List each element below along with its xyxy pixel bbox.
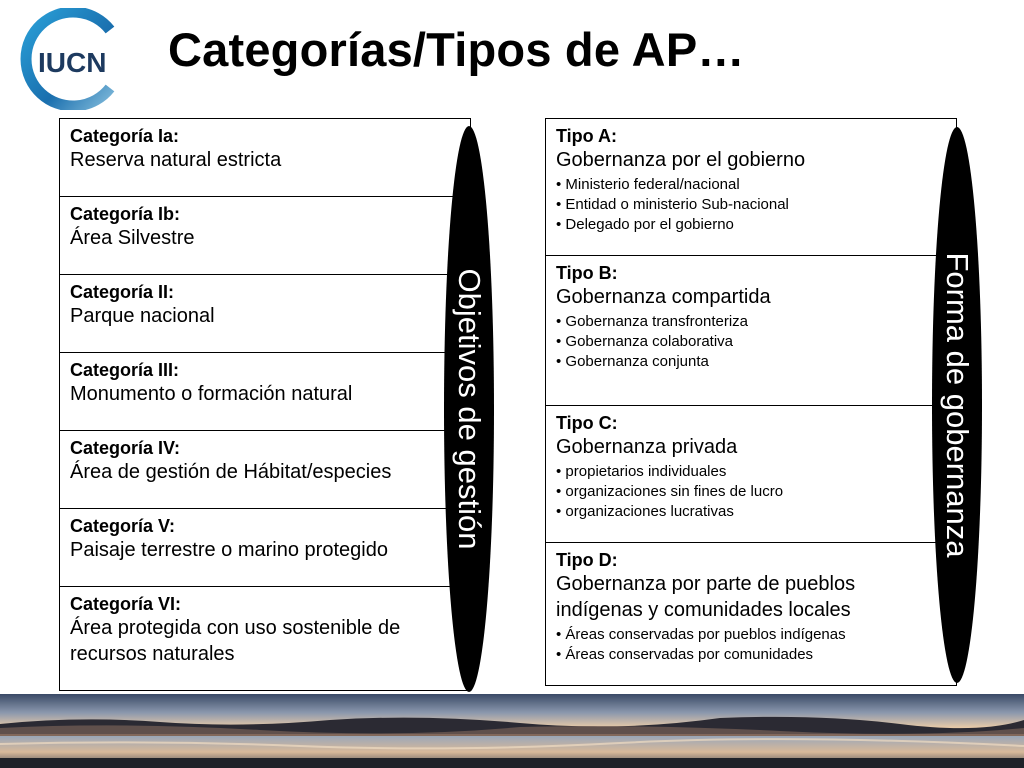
iucn-logo-mark	[14, 8, 124, 110]
list-item: • Áreas conservadas por comunidades	[556, 645, 904, 665]
management-objectives-pill	[444, 126, 494, 692]
category-desc: Paisaje terrestre o marino protegido	[70, 539, 388, 561]
governance-form-label: Forma de gobernanza	[940, 252, 975, 558]
category-desc: Área protegida con uso sostenible de recursos naturales	[70, 617, 401, 665]
governance-desc: Gobernanza por parte de pueblos indígenas y comunidades locales	[556, 573, 856, 621]
category-head: Categoría IV:	[70, 438, 181, 458]
list-item: • organizaciones lucrativas	[556, 502, 946, 522]
category-row	[60, 353, 470, 431]
category-desc: Monumento o formación natural	[70, 383, 353, 405]
management-objectives-label: Objetivos de gestión	[452, 268, 487, 550]
governance-form-pill	[932, 127, 982, 683]
category-head: Categoría III:	[70, 360, 180, 380]
governance-head: Tipo C:	[556, 413, 618, 433]
category-head: Categoría V:	[70, 516, 176, 536]
category-desc: Reserva natural estricta	[70, 149, 282, 171]
governance-head: Tipo D:	[556, 550, 618, 570]
governance-row	[546, 543, 956, 684]
governance-row	[546, 256, 956, 406]
governance-row	[546, 119, 956, 256]
category-head: Categoría II:	[70, 282, 175, 302]
list-item: • Ministerio federal/nacional	[556, 175, 946, 195]
category-row	[60, 431, 470, 509]
iucn-logo	[14, 8, 124, 110]
list-item: • Delegado por el gobierno	[556, 215, 946, 235]
governance-table	[545, 118, 957, 686]
categories-table	[59, 118, 471, 691]
governance-bullets	[556, 462, 946, 522]
list-item: • Gobernanza conjunta	[556, 352, 946, 372]
category-desc: Área de gestión de Hábitat/especies	[70, 461, 392, 483]
category-desc: Parque nacional	[70, 305, 215, 327]
list-item: • Gobernanza transfronteriza	[556, 312, 946, 332]
governance-desc: Gobernanza por el gobierno	[556, 149, 806, 171]
governance-row	[546, 406, 956, 543]
governance-bullets	[556, 175, 946, 235]
category-head: Categoría Ib:	[70, 204, 181, 224]
list-item: • propietarios individuales	[556, 462, 946, 482]
list-item: • Gobernanza colaborativa	[556, 332, 946, 352]
category-desc: Área Silvestre	[70, 227, 195, 249]
category-head: Categoría Ia:	[70, 126, 180, 146]
category-row	[60, 275, 470, 353]
category-row	[60, 119, 470, 197]
category-row	[60, 509, 470, 587]
list-item: • Entidad o ministerio Sub-nacional	[556, 195, 946, 215]
list-item: • Áreas conservadas por pueblos indígenas	[556, 625, 904, 645]
governance-bullets	[556, 625, 904, 665]
logo-text: IUCN	[38, 47, 107, 78]
category-row	[60, 197, 470, 275]
governance-head: Tipo A:	[556, 126, 617, 146]
page-title: Categorías/Tipos de AP…	[168, 23, 745, 76]
category-head: Categoría VI:	[70, 594, 182, 614]
governance-desc: Gobernanza privada	[556, 436, 738, 458]
governance-bullets	[556, 312, 946, 372]
governance-head: Tipo B:	[556, 263, 618, 283]
governance-desc: Gobernanza compartida	[556, 286, 771, 308]
landscape-footer-image	[0, 694, 1024, 768]
list-item: • organizaciones sin fines de lucro	[556, 482, 946, 502]
category-row	[60, 587, 470, 693]
